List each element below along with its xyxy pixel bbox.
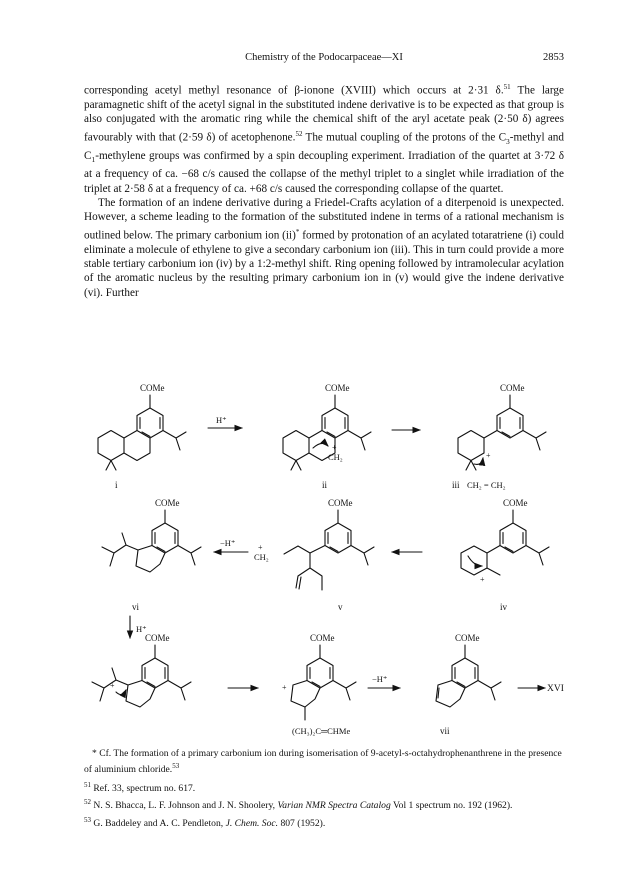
plus-charge-ii: + [332,443,337,452]
acyl-label-ii: COMe [325,383,350,393]
paragraph-1 [84,80,564,196]
acyl-label-row3b: COMe [310,633,335,643]
reference-53-journal: J. Chem. Soc. [225,817,279,829]
minus-h-plus-label-1: −H⁺ [220,538,236,548]
footnote-star-ref: 53 [172,762,180,770]
reference-52-number: 52 [84,798,91,807]
h-plus-label-1: H⁺ [216,415,227,425]
structure-vii [436,645,501,707]
ethylene-label: CH₂ = CH₂ [467,480,506,490]
product-label-xvi: XVI [547,684,564,694]
label-v: v [338,602,343,612]
c1-subscript: 1 [91,155,96,165]
reaction-scheme [70,370,570,745]
reference-51-number: 51 [84,781,91,790]
label-iii: iii [452,480,460,490]
acyl-label-i: COMe [140,383,165,393]
page-number: 2853 [543,52,564,63]
structure-iv [461,510,549,575]
minus-h-plus-label-2: −H⁺ [372,674,388,684]
p1-text-c: The mutual coupling of the protons of the C [302,131,507,144]
structure-iii [458,395,546,470]
reference-53 [84,814,564,830]
plus-charge-iv: + [480,575,485,584]
footnote-star-text: Cf. The formation of a primary carbonium ion during isomerisation of 9-acetyl-s-octahydrophenanthrene in the presence of aluminium chloride. [84,748,562,776]
acyl-label-iv: COMe [503,498,528,508]
structure-indanyl-cation [291,645,356,720]
paragraph-2 [84,196,564,300]
p1-text-a: corresponding acetyl methyl resonance of β-ionone (XVIII) which occurs at 2·31 δ. [84,84,504,97]
c3-subscript: 3 [506,136,510,146]
p1-text-b: The large paramagnetic shift of the acetyl signal in the substituted indene derivative is to be expected as that group is also conjugated with the aromatic ring while the chemical shift of the aryl acetate peak (2·50 δ) agrees favourably with that (2·59 δ) of acetophenone. [84,84,564,144]
reference-52-details: Vol 1 spectrum no. 192 (1962). [390,800,513,812]
structure-ii [283,395,371,470]
structure-protonated-indene [92,645,191,707]
acyl-label-row3a: COMe [145,633,170,643]
reference-53-authors: G. Baddeley and A. C. Pendleton, [91,817,226,829]
ref-52-superscript: 52 [295,129,303,138]
label-vii: vii [440,726,450,736]
ch2-label-ii: CH₂ [328,452,343,462]
reaction-scheme-drawing [70,370,570,745]
label-i: i [115,480,118,490]
reference-51 [84,779,564,795]
label-iv: iv [500,602,508,612]
p1-text-e: -methylene groups was confirmed by a spin decoupling experiment. Irradiation of the quartet at 3·72 δ at a frequency of ca. −68 c/s caused the collapse of the methyl triplet to a singlet while irradiation of the triplet at 2·58 δ at a frequency of ca. +68 c/s caused the corresponding collapse of the quartet. [84,149,564,195]
h-plus-label-down: H⁺ [136,624,147,634]
p2-text-a: The formation of an indene derivative during a Friedel-Crafts acylation of a diterpenoid is unexpected. However, a scheme leading to the formation of the substituted indene in terms of a rational mechanism is outlined below. The primary carbonium ion (ii) [84,197,564,242]
plus-charge-v: + [258,543,263,552]
label-vi: vi [132,602,140,612]
label-ii: ii [322,480,328,490]
footnote-star-symbol: * [92,748,97,759]
acyl-label-vi: COMe [155,498,180,508]
plus-charge-row3a: + [110,681,115,690]
footnote-star-mark: * [295,227,300,236]
reference-51-text: Ref. 33, spectrum no. 617. [91,783,196,795]
running-title: Chemistry of the Podocarpaceae—XI [245,52,403,63]
reference-53-number: 53 [84,815,91,824]
reference-53-details: 807 (1952). [278,817,326,829]
structure-vi [102,510,201,572]
running-header [84,52,564,66]
reference-52-title: Varian NMR Spectra Catalog [277,800,391,812]
structure-v [284,510,374,590]
plus-charge-row3b: + [282,683,287,692]
reference-52-authors: N. S. Bhacca, L. F. Johnson and J. N. Shoolery, [91,800,278,812]
p2-text-b: formed by protonation of an acylated totaratriene (i) could eliminate a molecule of ethylene to give a secondary carbonium ion (iii). This in turn could provide a more stable tertiary carbonium ion (iv) by a 1:2-methyl shift. Ring opening followed by intramolecular acylation of the aromatic nucleus by the resulting primary carbonium ion in (v) would give the indene derivative (vi). Further [84,229,564,299]
ch2-label-v: CH₂ [254,552,269,562]
structure-i [98,395,186,470]
reference-52 [84,796,564,812]
ref-51-superscript: 51 [503,83,511,91]
footnote-star [84,748,564,776]
p1-text-d: -methyl and C [84,131,564,162]
acyl-label-vii: COMe [455,633,480,643]
acyl-label-iii: COMe [500,383,525,393]
plus-charge-iii: + [486,451,491,460]
byproduct-label: (CH₃)₂C═CHMe [292,726,351,736]
acyl-label-v: COMe [328,498,353,508]
body-text [84,80,564,300]
footnotes [84,748,564,831]
